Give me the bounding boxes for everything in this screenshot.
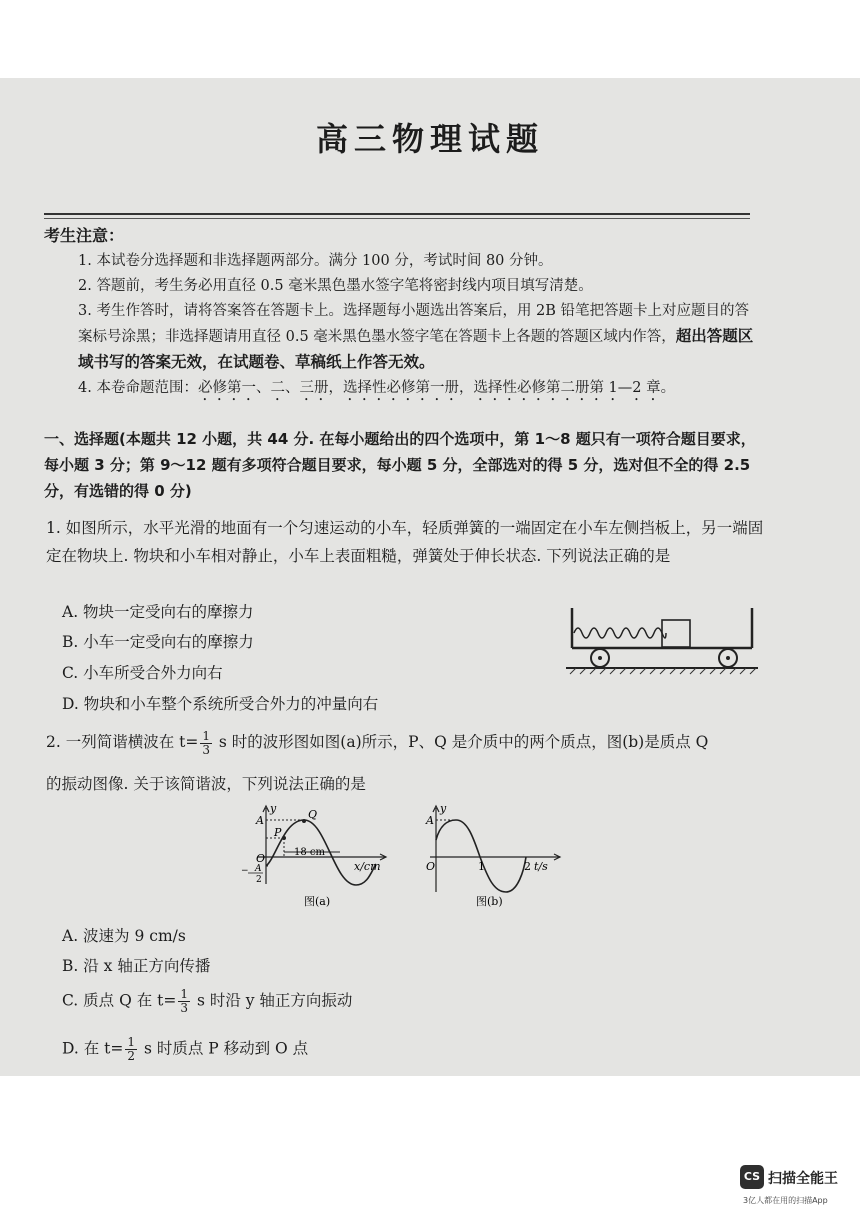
- fraction-denominator: 3: [202, 742, 210, 757]
- question-1-option-b: B. 小车一定受向右的摩擦力: [62, 633, 254, 651]
- notice-item: [78, 376, 758, 404]
- fraction-numerator: 1: [202, 728, 210, 743]
- fraction: [200, 730, 212, 757]
- minus-sign: −: [241, 866, 249, 876]
- figure-caption-a: 图(a): [304, 895, 331, 908]
- notice-dotted-text: 必修第一、二、三册，选择性必修第一册，选择性必修第二册第 1—2 章。: [197, 380, 676, 396]
- header-rule-thin: [44, 218, 750, 219]
- fraction-numerator: 1: [180, 987, 189, 1001]
- notice-emphasis: 超出答题区域书写的答案无效，在试题卷、草稿纸上作答无效。: [78, 327, 754, 371]
- stem-text: s 时的波形图如图(a)所示，P、Q 是介质中的两个质点，图(b)是质点 Q: [214, 733, 709, 751]
- neg-amplitude-denominator: 2: [256, 875, 262, 885]
- stem-text: 2. 一列简谐横波在 t=: [46, 733, 199, 751]
- fraction: [178, 988, 190, 1015]
- scanner-app-name: 扫描全能王: [768, 1171, 838, 1187]
- question-2-option-d: [62, 1036, 308, 1063]
- question-1-stem: 1. 如图所示，水平光滑的地面有一个匀速运动的小车，轻质弹簧的一端固定在小车左侧挡板上，另一端固定在物块上. 物块和小车相对静止，小车上表面粗糙，弹簧处于伸长状态. 下列说法正确的是: [46, 519, 764, 565]
- question-2-option-b: B. 沿 x 轴正方向传播: [62, 957, 211, 975]
- fraction-numerator: 1: [127, 1035, 136, 1049]
- option-text: C. 质点 Q 在 t=: [62, 991, 177, 1010]
- question-1-option-c: C. 小车所受合外力向右: [62, 664, 223, 682]
- amplitude-label: A: [256, 814, 264, 827]
- point-q-label: Q: [308, 808, 318, 821]
- axis-label-t: t/s: [534, 860, 548, 873]
- cart-spring-diagram: [562, 598, 762, 678]
- origin-label: O: [426, 860, 436, 873]
- point-p-label: P: [274, 826, 282, 839]
- exam-title: 高三物理试题: [315, 120, 544, 158]
- fraction: [125, 1036, 137, 1063]
- tick-label-2: 2: [524, 860, 531, 873]
- scanner-logo-icon: CS: [740, 1165, 764, 1189]
- amplitude-label: A: [426, 814, 434, 827]
- vibration-graph-b: [420, 800, 570, 912]
- scanner-tagline: 3亿人都在用的扫描App: [743, 1196, 828, 1205]
- question-2-option-c: [62, 988, 352, 1015]
- notice-text: 3. 考生作答时，请将答案答在答题卡上。选择题每小题选出答案后，用 2B 铅笔把答题卡上对应题目的答案标号涂黑；非选择题请用直径 0.5 毫米黑色墨水签字笔在答题卡上各题的答题区域内作答，: [78, 303, 750, 345]
- origin-label: O: [256, 852, 266, 865]
- fraction-denominator: 2: [127, 1049, 136, 1063]
- question-1-option-a: A. 物块一定受向右的摩擦力: [62, 603, 254, 621]
- question-1-option-d: D. 物块和小车整个系统所受合外力的冲量向右: [62, 695, 379, 713]
- scanned-page: [0, 78, 860, 1076]
- question-2-stem: [46, 728, 776, 757]
- option-text: s 时质点 P 移动到 O 点: [139, 1039, 309, 1058]
- dimension-label: 18 cm: [294, 847, 325, 858]
- notice-text: 4. 本卷命题范围：: [78, 380, 198, 396]
- question-2-option-a: A. 波速为 9 cm/s: [62, 927, 186, 945]
- section-header: 一、选择题(本题共 12 小题，共 44 分. 在每小题给出的四个选项中，第 1～8 题只有一项符合题目要求，每小题 3 分；第 9～12 题有多项符合题目要求，每小题 5 分，全部选对的得 5 分，选对但不全的得 2.5 分，有选错的得 0 分): [44, 430, 756, 500]
- question-2-stem-cont: 的振动图像. 关于该简谐波，下列说法正确的是: [46, 775, 366, 793]
- axis-label-x: x/cm: [354, 860, 381, 873]
- neg-amplitude-numerator: A: [255, 864, 262, 874]
- option-text: s 时沿 y 轴正方向振动: [192, 991, 353, 1010]
- notice-item: 1. 本试卷分选择题和非选择题两部分。满分 100 分，考试时间 80 分钟。: [78, 253, 553, 269]
- option-text: D. 在 t=: [62, 1039, 124, 1058]
- fraction-denominator: 3: [180, 1001, 189, 1015]
- axis-label-y: y: [270, 802, 277, 815]
- tick-label-1: 1: [478, 860, 485, 873]
- wave-graph-a: [236, 800, 396, 912]
- figure-caption-b: 图(b): [476, 895, 503, 908]
- axis-label-y: y: [440, 802, 447, 815]
- header-rule: [44, 213, 750, 215]
- notice-item: [78, 299, 758, 376]
- notice-heading: 考生注意：: [44, 226, 125, 245]
- notice-item: 2. 答题前，考生务必用直径 0.5 毫米黑色墨水签字笔将密封线内项目填写清楚。: [78, 278, 593, 294]
